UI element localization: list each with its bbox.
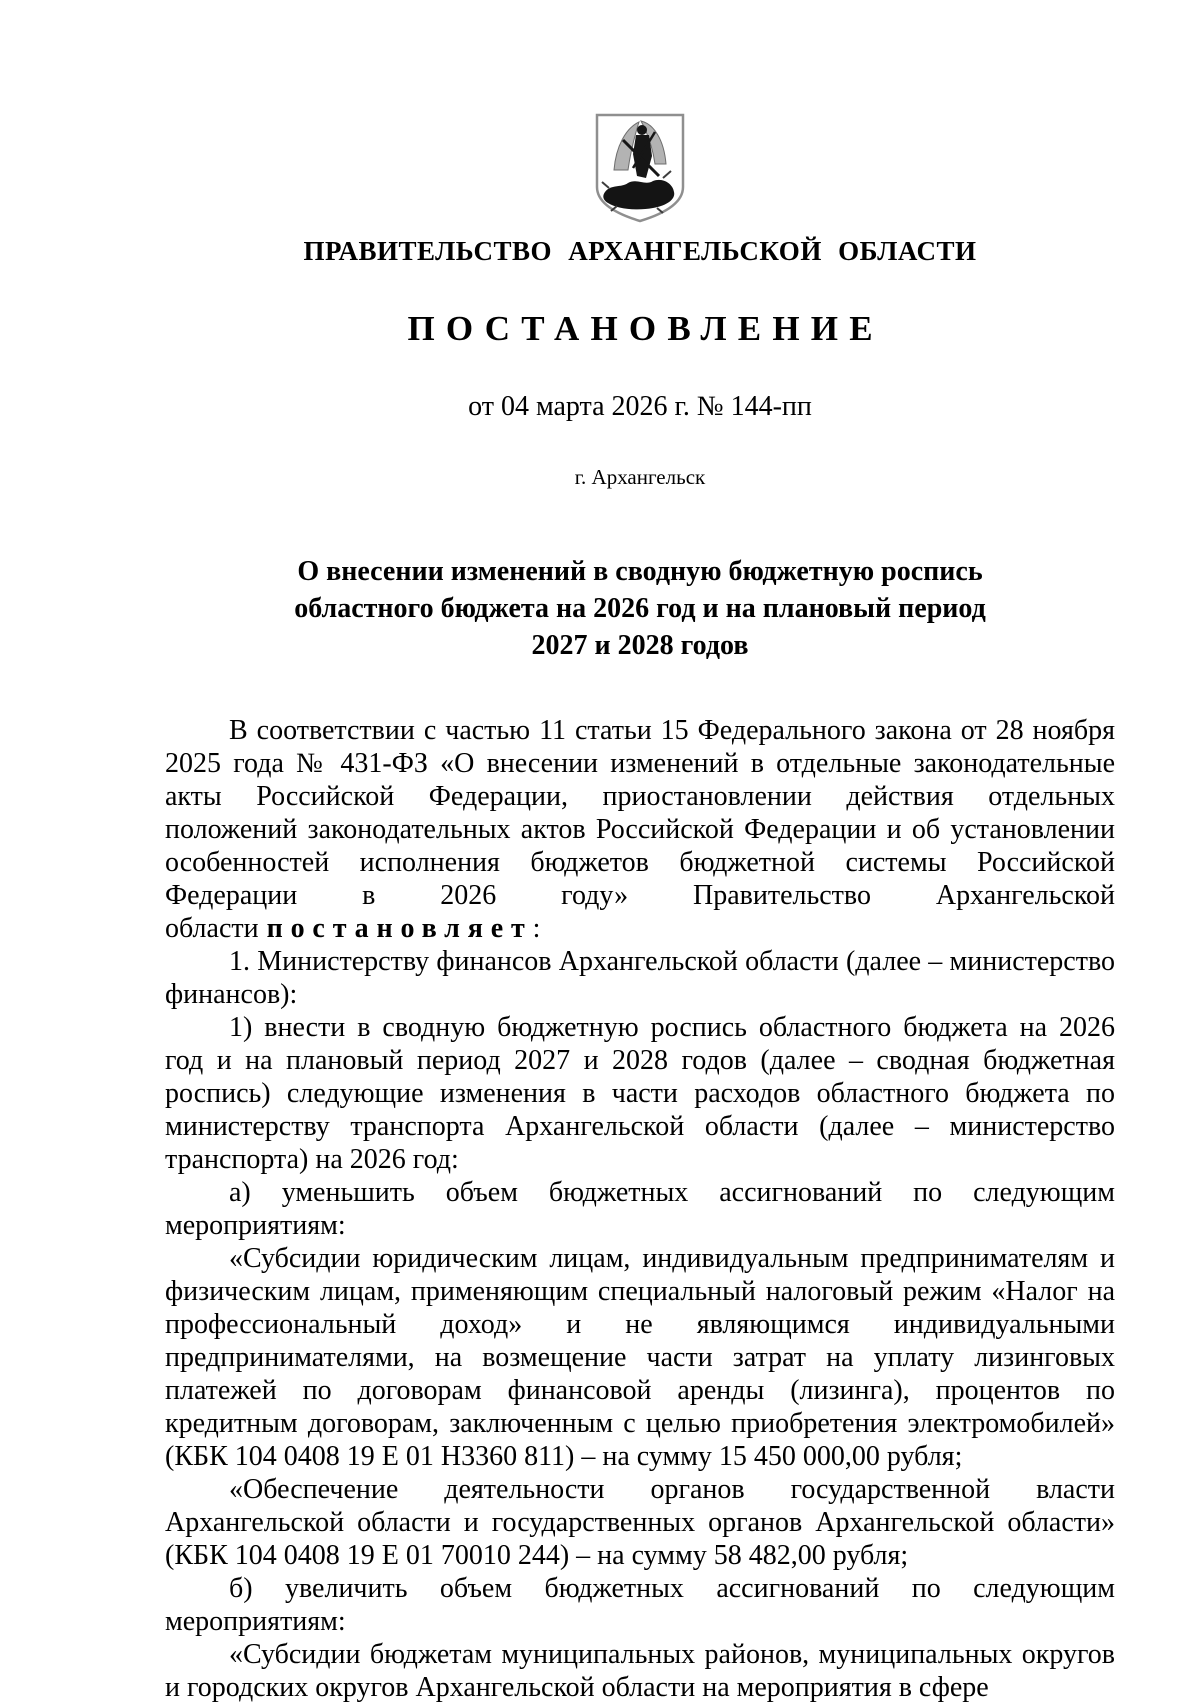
body-paragraph-2: 1) внести в сводную бюджетную роспись областного бюджета на 2026 год и на плановый период 2027 и 2028 годов (далее – сводная бюджетная роспись) следующие изменения в части расходов областного бюджета по министерству транспорта Архангельской области (далее – министерство транспорта) на 2026 год: [165, 1012, 1115, 1175]
title-line-1: О внесении изменений в сводную бюджетную роспись [297, 556, 983, 587]
body-paragraph-6: б) увеличить объем бюджетных ассигнований по следующим мероприятиям: [165, 1573, 1115, 1637]
city-line: г. Архангельск [574, 465, 706, 489]
body-paragraph-5: «Обеспечение деятельности органов государственной власти Архангельской области и государственных органов Архангельской области» (КБК 104 0408 19 Е 01 70010 244) – на сумму 58 482,00 рубля; [165, 1474, 1115, 1571]
intro-text: В соответствии с частью 11 статьи 15 Федерального закона от 28 ноября 2025 года № 431-ФЗ «О внесении изменений в отдельные законодательные акты Российской Федерации, приостановлении действия отдельных положений законодательных актов Российской Федерации и об установлении особенностей исполнения бюджетов бюджетной системы Российской Федерации в 2026 году» Правительство Архангельской области [165, 715, 1115, 944]
document-type-heading: ПОСТАНОВЛЕНИЕ [407, 309, 884, 348]
title-line-2: областного бюджета на 2026 год и на плановый период [294, 593, 986, 624]
date-and-number: от 04 марта 2026 г. № 144-пп [468, 391, 812, 422]
intro-emphasis-postanovlyaet: постановляет [266, 913, 533, 944]
body-paragraph-7: «Субсидии бюджетам муниципальных районов, муниципальных округов и городских округов Архангельской области на мероприятия в сфере [165, 1639, 1115, 1703]
body-paragraph-1: 1. Министерству финансов Архангельской области (далее – министерство финансов): [165, 946, 1115, 1010]
document-body [165, 714, 1115, 1704]
authority-name: ПРАВИТЕЛЬСТВО АРХАНГЕЛЬСКОЙ ОБЛАСТИ [303, 236, 977, 266]
intro-colon: : [532, 913, 541, 944]
document-title [165, 553, 1115, 664]
intro-paragraph [165, 714, 1115, 945]
title-line-3: 2027 и 2028 годов [531, 630, 749, 661]
coat-of-arms-icon [593, 112, 687, 224]
body-paragraph-3: а) уменьшить объем бюджетных ассигнований по следующим мероприятиям: [165, 1177, 1115, 1241]
body-paragraph-4: «Субсидии юридическим лицам, индивидуальным предпринимателям и физическим лицам, применяющим специальный налоговый режим «Налог на профессиональный доход» и не являющимся индивидуальными предпринимателями, на возмещение части затрат на уплату лизинговых платежей по договорам финансовой аренды (лизинга), процентов по кредитным договорам, заключенным с целью приобретения электромобилей» (КБК 104 0408 19 Е 01 Н3360 811) – на сумму 15 450 000,00 рубля; [165, 1243, 1115, 1472]
